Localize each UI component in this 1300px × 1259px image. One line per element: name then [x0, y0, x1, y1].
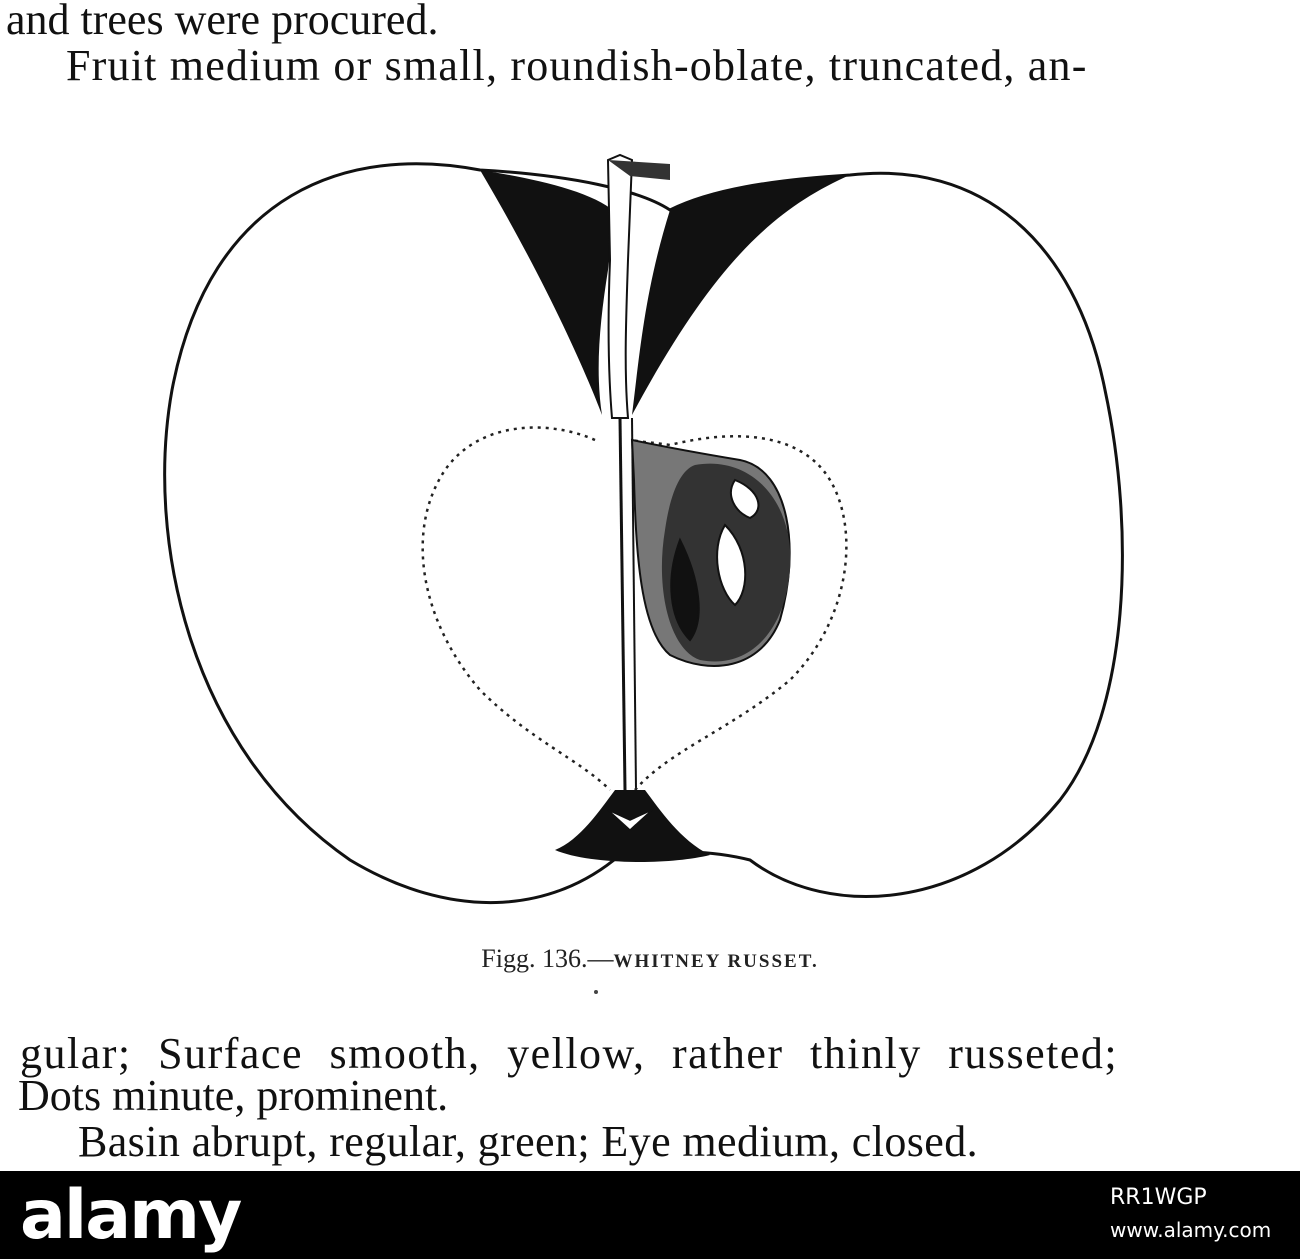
figure-caption-prefix: Figg. 136.—: [481, 944, 614, 973]
text-line-fruit-description: Fruit medium or small, roundish-oblate, truncated, an-: [66, 41, 1088, 90]
text-line-dots: Dots minute, prominent.: [18, 1071, 449, 1120]
caption-dot: [594, 990, 598, 994]
figure-caption-title: WHITNEY RUSSET.: [613, 951, 819, 972]
image-id: RR1WGP: [1110, 1185, 1207, 1210]
figure-caption: [0, 944, 1300, 974]
alamy-logo: alamy: [20, 1176, 241, 1255]
text-line-basin: Basin abrupt, regular, green; Eye medium, closed.: [78, 1117, 979, 1166]
text-line-procured: and trees were procured.: [6, 0, 439, 44]
text-line-surface: gular; Surface smooth, yellow, rather thinly russeted;: [20, 1029, 1119, 1078]
site-url: www.alamy.com: [1110, 1218, 1272, 1242]
apple-cross-section-illustration: [150, 150, 1150, 930]
